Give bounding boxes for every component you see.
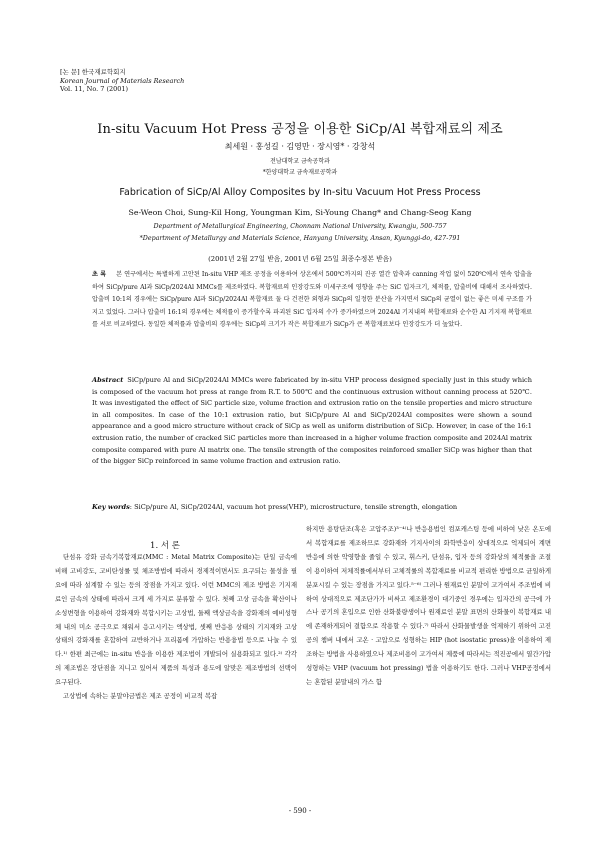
title-korean: In-situ Vacuum Hot Press 공정을 이용한 SiCp/Al 복합재료의 제조	[97, 122, 503, 137]
abstract-ko-label: 초 록	[92, 271, 107, 278]
affiliation-en-1: Department of Metallurgical Engineering, Chonnam National University, Kwangju, 500-757	[153, 223, 447, 230]
journal-header	[60, 68, 184, 94]
keywords-text: : SiCp/pure Al, SiCp/2024Al, vacuum hot press(VHP), microstructure, tensile strength, elongation	[129, 503, 458, 511]
page-number: - 590 -	[288, 807, 312, 815]
paragraph: 고상법에 속하는 분말야금법은 제조 공정이 비교적 복잡	[63, 692, 218, 701]
affiliation-ko-1: 전남대학교 금속공학과	[270, 158, 330, 165]
affiliation-ko-2: *한양대학교 금속재료공학과	[262, 168, 338, 176]
journal-volume: Vol. 11, No. 7 (2001)	[60, 85, 129, 93]
journal-category: [논 문] 한국재료학회지	[60, 68, 126, 76]
affiliations-english	[40, 221, 560, 245]
body-column-left	[55, 551, 297, 704]
title-english: Fabrication of SiCp/Al Alloy Composites by In-situ Vacuum Hot Press Process	[119, 187, 481, 198]
affiliation-en-2: *Department of Metallurgy and Materials Science, Hanyang University, Ansan, Kyunggi-do, 427-791	[139, 235, 461, 242]
abstract-ko-text: 본 연구에서는 특별하게 고안된 In-situ VHP 제조 공정을 이용하여 상온에서 500℃까지의 진공 열간 압축과 canning 작업 없이 520℃에서 연속 압출을 하여 SiCp/pure Al과 SiCp/2024Al MMCs를 제조하였다. 복합재료의 인장강도와 미세구조에 영향을 주는 SiC 입자크기, 체적률, 압출비에 대해서 조사하였다. 압출비 10:1의 경우에는 SiCp/pure Al과 SiCp/2024Al 복합재료 둘 다 건전한 외형과 SiCp의 일정한 분산을 가지면서 SiCp의 균열이 없는 좋은 미세 구조를 가지고 있었다. 그러나 압출비 16:1의 경우에는 체적률이 증가할수록 파괴된 SiC 입자의 수가 증가하였으며 2024Al 기지내의 복합재료와 순수한 Al 기지재 복합재료를 서로 비교하였다. 동일한 체적률과 압출비의 경우에는 SiCp의 크기가 작은 복합재료가 SiCp가 큰 복합재료보다 인장강도가 더 높았다.	[92, 271, 533, 329]
abstract-korean	[92, 269, 532, 332]
journal-name-en: Korean Journal of Materials Research	[60, 76, 185, 85]
authors-korean: 최세원 · 홍성길 · 김영만 · 장시영* · 강창석	[224, 142, 376, 151]
keywords-label: Key words	[92, 503, 130, 511]
affiliations-korean	[40, 157, 560, 178]
section-heading-introduction: 1. 서 론	[150, 541, 180, 551]
paragraph: 단섬유 강화 금속기복합재료(MMC : Metal Matrix Composite)는 단일 금속에 비해 고비강도, 고비탄성률 및 체조방법에 따라서 경제적이면서도 요구되는 물성을 필요에 따라 설계할 수 있는 등의 장점을 가지고 있다. 이런 MMC의 제조 방법은 기지재료인 금속의 상태에 따라서 크게 세 가지로 분류할 수 있다. 첫째 고상 금속을 확산이나 소성변형을 이용하여 강화재와 복합시키는 고상법, 둘째 액상금속을 강화재의 예비성형체 내의 미소 공극으로 채워서 응고시키는 액상법, 셋째 반응용 상태의 기지재와 고상 상태의 강화재를 혼합하여 교반하거나 프리폼에 가압하는 반용융법 등으로 나눌 수 있다.¹⁾ 한편 최근에는 in-situ 반응을 이용한 제조법이 개발되어 실용화되고 있다.²⁾ 각각의 제조법은 장단점을 지니고 있어서 제품의 특성과 용도에 알맞은 제조방법의 선택이 요구된다.	[55, 553, 297, 687]
paragraph: 하지만 용탕단조(혹은 고압주조)³⁻⁴⁾나 반응용법인 컴포캐스팅 등에 비하여 낮은 온도에서 복합재료를 제조하므로 강화재와 기지사이의 화학반응이 상대적으로 억제되어 계면 반응에 의한 악영향을 줄일 수 있고, 휘스커, 단섬유, 입자 등의 강화상의 체적률을 조절이 용이하여 저체적률에서부터 고체적률의 복합재료를 비교적 편리한 방법으로 균일하게 분포시킬 수 있는 장점을 가지고 있다.⁵⁻⁶⁾ 그러나 원재료인 분말이 고가여서 주조법에 비하여 상대적으로 제조단가가 비싸고 제조환경이 대기중인 경우에는 입자간의 공극에 가스나 공기의 혼입으로 인한 산화불량생이나 원재료인 분말 표면의 산화물이 복합재료 내에 존재하게되어 결함으로 작용할 수 있다.⁷⁾ 따라서 산화물발생을 억제하기 위하여 고진공의 챔버 내에서 고온 · 고압으로 성형하는 HIP (hot isostatic press)을 이용하여 제조하는 방법을 사용하였으나 제조비용이 고가여서 제품에 따라서는 적진공에서 열간가압 성형하는 VHP (vacuum hot pressing) 법을 이용하기도 한다. 그러나 VHP공정에서는 혼합된 분말내의 가스 함	[306, 525, 551, 686]
abstract-en-text: SiCp/pure Al and SiCp/2024Al MMCs were fabricated by in-situ VHP process designed specially just in this study which is composed of the vacuum hot press at range from R.T. to 500℃ and the continuous extrusion without canning process at 520℃. It was investigated the effect of SiC particle size, volume fraction and extrusion ratio on the tensile properties and micro structure in all composites. In case of the 10:1 extrusion ratio, but SiCp/pure Al and SiCp/2024Al composites were shown a sound appearance and a good micro structure without crack of SiCp as well as uniform distribution of SiCp. However, in case of the 16:1 extrusion ratio, the number of cracked SiC particles more than increased in a higher volume fraction composite and 2024Al matrix composite compared with pure Al matrix one. The tensile strength of the composites reinforced smaller SiCp was higher than that of the bigger SiCp reinforced in same volume fraction and extrusion ratio.	[92, 376, 532, 466]
body-column-right	[306, 523, 551, 690]
authors-english: Se-Weon Choi, Sung-Kil Hong, Youngman Kim, Si-Young Chang* and Chang-Seog Kang	[128, 208, 472, 217]
abstract-en-label: Abstract	[92, 376, 124, 384]
keywords	[92, 503, 532, 511]
received-dates: (2001년 2월 27일 받음, 2001년 6월 25일 최종수정본 받음)	[208, 255, 392, 263]
abstract-english	[92, 375, 532, 468]
